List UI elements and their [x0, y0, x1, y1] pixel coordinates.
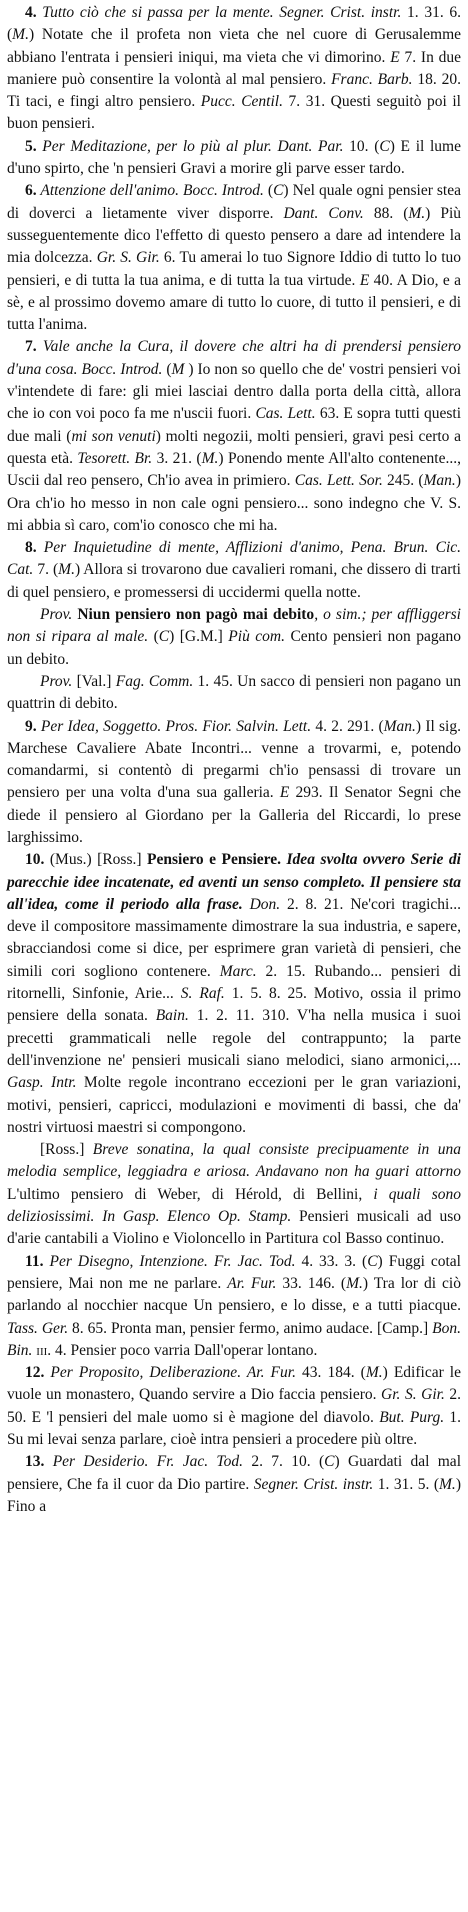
entry-text: 1. 31. 5. ( — [373, 1475, 440, 1493]
entry-text: ( — [148, 628, 159, 646]
entry-text: M. — [201, 449, 219, 467]
entry-text: 7. 31. Questi seguitò poi il buon pensieri. — [7, 93, 461, 133]
entry-text: ) Allora si trovarono due cavalieri romani, che dissero di trarti di quel pensiero, e promessersi di uccidermi quella notte. — [7, 561, 461, 601]
entry-p9 — [7, 716, 461, 850]
entry-text: 4. 2. 291. ( — [311, 717, 384, 735]
entry-text: [Ross.] — [40, 1141, 93, 1159]
entry-text: ) Notate che il profeta non vieta che nel cuore di Gerusalemme abbiano l'entrata i pensieri iniqui, ma vieta che vi dimorino. — [7, 26, 461, 66]
entry-text: 293. Il Senator Segni che diede il pensiero al Giordano per la Galleria del Riccardi, lo prese larghissimo. — [7, 784, 461, 846]
entry-text: 1. 5. 8. 25. Motivo, ossia il primo pensiere della sonata. — [7, 985, 461, 1025]
entry-p11 — [7, 1251, 461, 1362]
entry-text: C — [324, 1453, 335, 1471]
entry-text: 1. 45. Un sacco di pensieri non pagano un quattrin di debito. — [7, 672, 461, 713]
entry-text: ( — [162, 360, 172, 378]
entry-text: 7. In due maniere può consentire la volontà al mal pensiero. — [7, 48, 462, 88]
definition-text: Per Idea, Soggetto. Pros. Fior. Salvin. Lett. — [36, 717, 312, 735]
entry-text: [Val.] — [72, 672, 116, 690]
entry-text: M — [171, 360, 185, 378]
entry-text: 2. 7. 10. ( — [243, 1453, 325, 1471]
entry-text: 1. 2. 11. 310. V'ha nella musica i suoi precetti grammaticali nelle regole del contrappunto; la parte dell'invenzione ne' pensieri musicali siano melodici, siano armonici,... — [7, 1007, 461, 1069]
entry-text: 4. 33. 3. ( — [295, 1252, 368, 1270]
entry-text: E — [279, 784, 290, 802]
entry-text: Bon. Bin. — [7, 1319, 462, 1359]
entry-text: iii — [36, 1341, 48, 1359]
entry-text: 88. ( — [363, 204, 409, 222]
entry-p8 — [7, 537, 461, 604]
entry-p6 — [7, 180, 461, 336]
sense-number: 6. — [25, 182, 37, 200]
sense-number: 7. — [25, 338, 37, 356]
entry-text: Man. — [383, 717, 416, 735]
entry-text: M. — [58, 561, 75, 579]
entry-text: ) Ponendo mente All'alto contenente..., Uscii dal reo pensero, Ch'io avea in primiero. — [7, 449, 461, 490]
entry-p10 — [7, 849, 461, 1139]
entry-text: But. Purg. — [379, 1408, 445, 1426]
definition-text: Attenzione dell'animo. Bocc. Introd. — [36, 182, 264, 200]
entry-text: Dant. Conv. — [283, 204, 364, 222]
entry-text: Pucc. Centil. — [200, 93, 283, 111]
entry-text: C — [158, 628, 170, 646]
sense-number: 12. — [25, 1364, 45, 1382]
entry-text: C — [273, 182, 284, 200]
entry-text: Gr. S. Gir. — [96, 249, 160, 267]
entry-text: 8. 65. Pronta man, pensier fermo, animo audace. [Camp.] — [68, 1319, 433, 1337]
entry-text: ) Ora ch'io ho messo in non cale ogni pensiero... sono indegno che V. S. mi abbia sì caro, com'io conosco che mi ha. — [7, 472, 461, 534]
entry-text: Man. — [423, 472, 456, 490]
entry-text: M. — [365, 1364, 383, 1382]
definition-text: Per Desiderio. Fr. Jac. Tod. — [44, 1453, 244, 1471]
entry-p5 — [7, 136, 461, 181]
entry-p12 — [7, 1362, 461, 1451]
entry-text: S. Raf. — [180, 985, 225, 1003]
entry-text: Bain. — [155, 1007, 189, 1025]
entry-text: C — [367, 1252, 378, 1270]
entry-text: 33. 146. ( — [276, 1274, 347, 1292]
entry-text: Tesorett. Br. — [77, 449, 153, 467]
entry-text: L'ultimo pensiero di Weber, di Hérold, di Bellini, — [7, 1185, 374, 1203]
entry-p13 — [7, 1451, 461, 1518]
entry-text: ) Fino a — [7, 1475, 461, 1515]
definition-text: Vale anche la Cura, il dovere che altri ha di prendersi pensiero d'una cosa. Bocc. Introd. — [7, 338, 461, 378]
entry-text: Marc. — [219, 962, 257, 980]
entry-text: Fag. Comm. — [115, 672, 194, 690]
entry-text: M. — [408, 204, 426, 222]
entry-text: Gr. S. Gir. — [381, 1386, 445, 1404]
sense-number: 9. — [25, 717, 37, 735]
entry-text: ) Tra lor di ciò parlando al nocchier nacque Un pensiero, e lo disse, e a tutti piacque. — [7, 1274, 461, 1315]
entry-text: C — [379, 137, 390, 155]
entry-text: ) E il lume d'uno spirto, che 'n pensieri Gravi a morire gli parve esser tardo. — [7, 137, 461, 178]
entry-text: ) Il sig. Marchese Cavaliere Abate Incontri... venne a trovarmi, e, potendo comandarmi, si contentò di pregarmi ch'io pensassi di trovare un pensiero per una volta d'una sua galleria. — [7, 717, 461, 802]
entry-text: Segner. Crist. instr. — [253, 1475, 374, 1493]
entry-text: Tass. Ger. — [7, 1319, 69, 1337]
entry-text: , o sim.; per affliggersi non si ripara al male. — [7, 606, 461, 646]
entry-text: Breve sonatina, la qual consiste precipuamente in una melodia semplice, leggiadra e ariosa. Andavano non ha guari attorno — [7, 1141, 461, 1181]
entry-text: ) Edificar le vuole un monastero, Quando servire a Dio faccia pensiero. — [7, 1364, 461, 1404]
entry-text: 2. 8. 21. Ne'cori tragichi... deve il compositore massimamente dimostrare la sua industria, e sapere, sbracciandosi come si dice, per esprimere gran varietà di pensieri, che simili cori sogliono contenere. — [7, 895, 461, 980]
entry-text: ) molti negozii, molti pensieri, gravi pesi certo a questa età. — [7, 427, 461, 467]
sense-number: 10. — [25, 851, 45, 869]
entry-text: Ar. Fur. — [227, 1274, 277, 1292]
entry-text: (Mus.) [Ross.] — [44, 851, 148, 869]
entry-text: 6. Tu amerai lo tuo Signore Iddio di tutto lo tuo pensieri, e di tutta la tua anima, e di tutta la tua virtude. — [7, 249, 462, 289]
entry-p4 — [7, 2, 461, 136]
entry-text: ) Io non so quello che de' vostri pensieri voi v'intendete di fare: gli miei lasciai dentro dalla porta della città, allora che io con voi poco fa me n'uscii fuori. — [7, 360, 461, 423]
sense-number: 13. — [25, 1453, 45, 1471]
entry-text: 18. 20. Ti taci, e fingi altro pensiero. — [7, 70, 461, 111]
entry-text: i quali sono deliziosissimi. In Gasp. Elenco Op. Stamp. — [7, 1185, 462, 1226]
entry-text: Molte regole incontrano eccezioni per le gran variazioni, motivi, pensieri, capricci, modulazioni e movimenti di bassi, che da' nostri virtuosi maestri si compongono. — [7, 1074, 461, 1136]
definition-text: Per Proposito, Deliberazione. Ar. Fur. — [44, 1364, 296, 1382]
entry-text: mi son venuti — [71, 427, 156, 445]
entry-text: ) Nel quale ogni pensier stea di doverci a lietamente viver disporre. — [7, 182, 461, 222]
entry-text: Niun pensiero non pagò mai debito — [72, 606, 315, 624]
entry-text: Più com. — [228, 628, 285, 646]
entry-text: 3. 21. ( — [152, 449, 202, 467]
entry-text: 40. A Dio, e a sè, e al prossimo dovemo amare di tutto lo cuore, di tutto il pensieri, e di tutta l'anima. — [7, 271, 461, 334]
entry-text: 2. 50. E 'l pensieri del male uomo si è magione del diavolo. — [7, 1386, 462, 1426]
entry-p7 — [7, 336, 461, 537]
sense-number: 11. — [25, 1252, 44, 1270]
entry-text: ) [G.M.] — [169, 628, 229, 646]
entry-p8a — [7, 604, 461, 671]
entry-text: 245. ( — [382, 472, 424, 490]
entry-text: ) Fuggi cotal pensiere, Mai non me ne parlare. — [7, 1252, 461, 1292]
entry-text: Cento pensieri non pagano un debito. — [7, 628, 461, 668]
entry-text: ) Più susseguentemente dico l'effetto di questo pensero a dare ad intendere la mia dolcezza. — [7, 204, 461, 267]
entry-text: ) Guardati dal mal pensiere, Che fa il cuor da Dio partire. — [7, 1453, 461, 1493]
definition-text: Tutto ciò che si passa per la mente. Segner. Crist. instr. — [36, 4, 402, 21]
entry-text: M. — [439, 1475, 456, 1493]
entry-text: . 4. Pensier poco varria Dall'operar lontano. — [47, 1341, 318, 1359]
entry-text: 1. 31. 6. ( — [7, 4, 462, 44]
entry-text: Cas. Lett. Sor. — [294, 472, 383, 490]
entry-text: Idea svolta ovvero Serie di parecchie idee incatenate, ed aventi un senso completo. Il pensiere sta all'idea, come il periodo alla frase. — [7, 851, 461, 913]
entry-text: Prov. — [40, 672, 73, 690]
entry-text: Don. — [242, 895, 281, 913]
entry-text: Pensieri musicali ad uso d'arie cantabili a Violino e Violoncello in Partitura col Basso continuo. — [7, 1208, 461, 1248]
entry-text: 10. ( — [343, 137, 380, 155]
entry-text: M. — [346, 1274, 363, 1292]
entry-text: Gasp. Intr. — [7, 1074, 77, 1092]
entry-text: Pensiero e Pensiere. — [147, 851, 282, 869]
entry-text: Franc. Barb. — [331, 70, 413, 88]
entry-text: E — [390, 48, 400, 66]
entry-text: 43. 184. ( — [295, 1364, 366, 1382]
definition-text: Per Disegno, Intenzione. Fr. Jac. Tod. — [43, 1252, 296, 1270]
entry-text: E — [359, 271, 370, 289]
entry-text: 63. E sopra tutti questi due mali ( — [7, 405, 462, 445]
entry-text: 2. 15. Rubando... pensieri di ritornelli, Sinfonie, Arie... — [7, 962, 462, 1003]
entry-text: ( — [263, 182, 274, 200]
entry-text: 7. ( — [33, 561, 59, 579]
entry-text: Cas. Lett. — [255, 405, 316, 423]
entry-text: M. — [12, 26, 29, 44]
entry-text: Prov. — [40, 606, 73, 624]
entry-p10a — [7, 1139, 461, 1250]
sense-number: 5. — [25, 137, 37, 155]
sense-number: 8. — [25, 539, 37, 557]
definition-text: Per Meditazione, per lo più al plur. Dant. Par. — [36, 137, 344, 155]
definition-text: Per Inquietudine di mente, Afflizioni d'animo, Pena. Brun. Cic. Cat. — [7, 539, 461, 579]
sense-number: 4. — [25, 4, 37, 21]
entry-text: 1. Su mi levai senza parlare, cioè intra pensieri a procedere più oltre. — [7, 1408, 462, 1448]
entry-p8b — [7, 671, 461, 716]
